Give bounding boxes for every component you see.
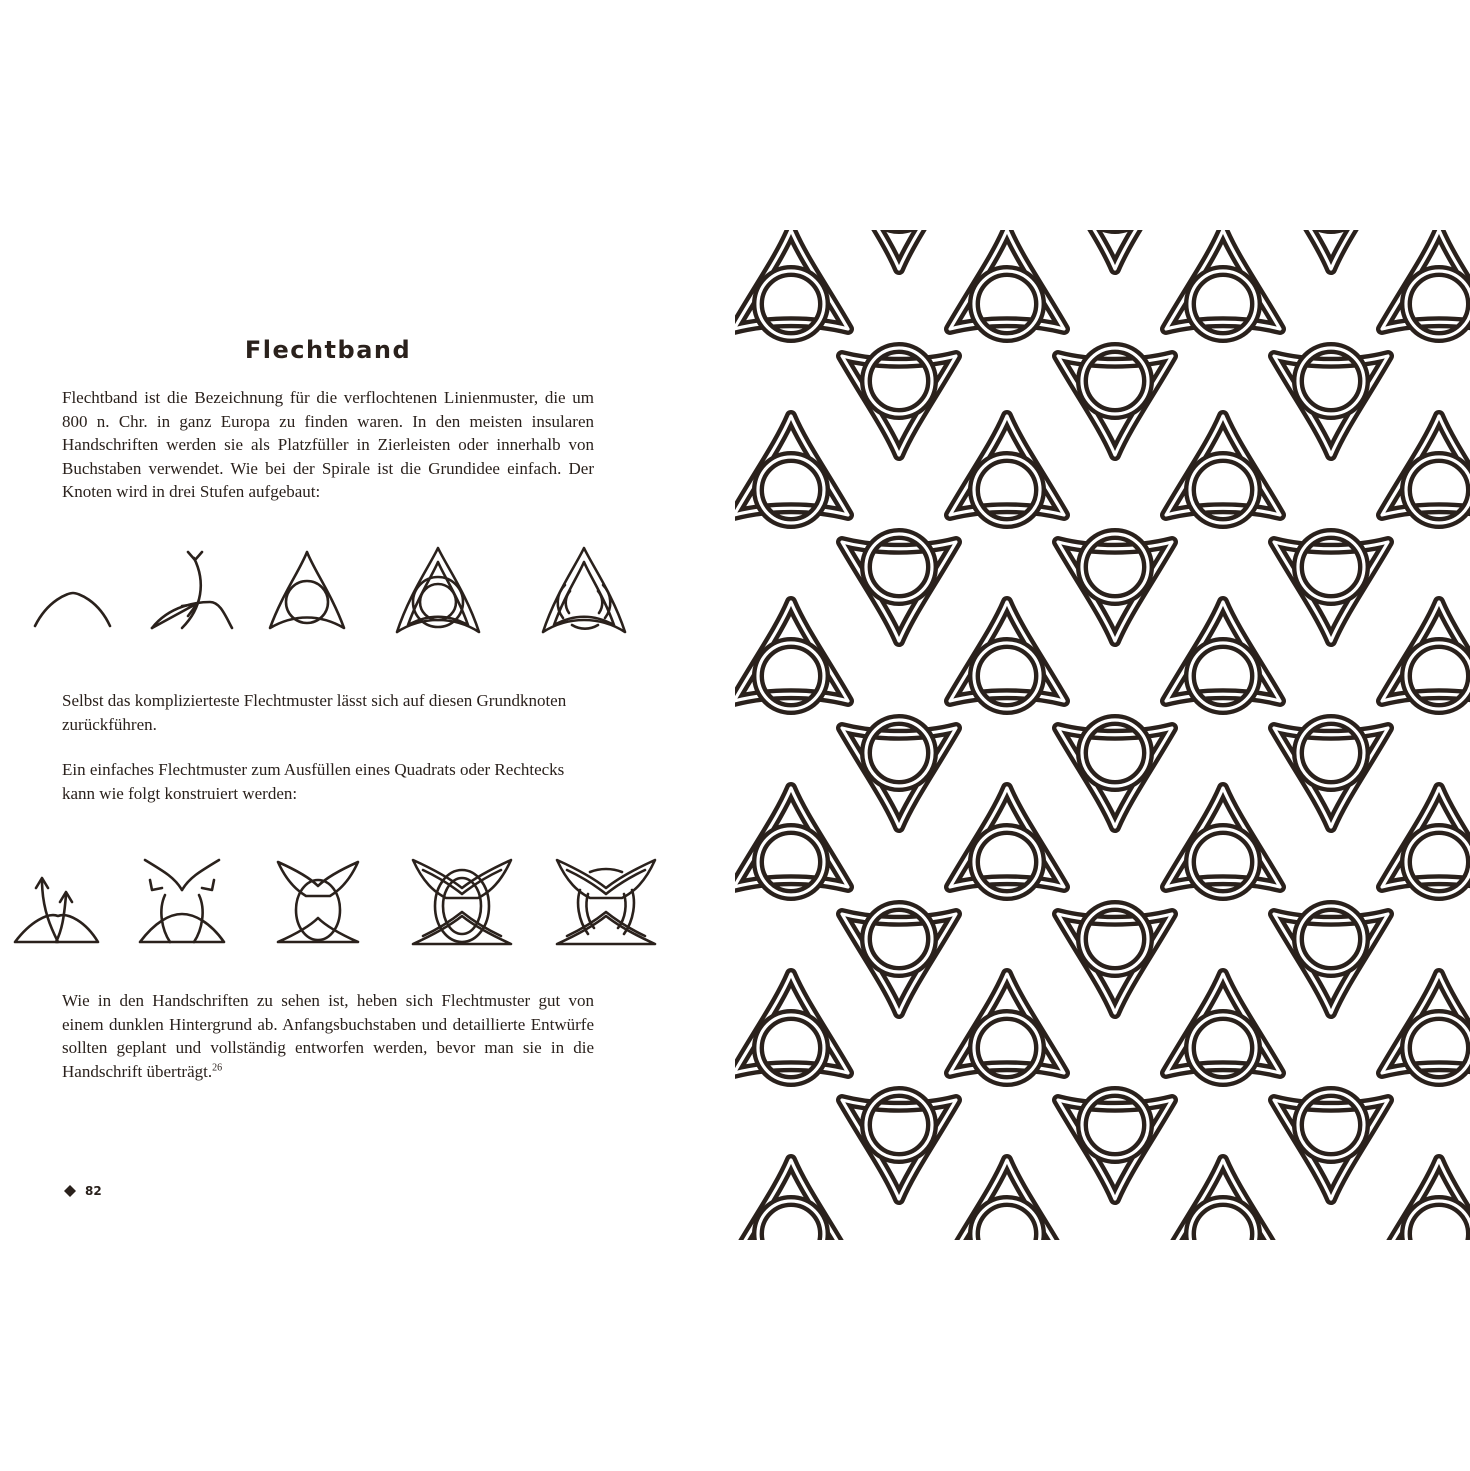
pattern-column-4: [1058, 230, 1172, 1199]
folio: [63, 1181, 102, 1201]
page-number: 82: [85, 1184, 102, 1198]
square-step-4: [413, 860, 511, 944]
knot-construction-diagram: [20, 540, 660, 650]
pattern-column-2: [842, 230, 956, 1199]
page-title: Flechtband: [244, 336, 412, 364]
closing-paragraph: [62, 989, 594, 1083]
knot-step-5: [543, 548, 625, 632]
square-knot-diagram: [0, 850, 680, 960]
pattern-column-6: [1274, 230, 1388, 1199]
right-page: [735, 0, 1470, 1471]
knot-step-4: [397, 548, 479, 632]
diamond-icon: [63, 1184, 77, 1198]
square-step-1: [15, 878, 98, 942]
intro-paragraph: Flechtband ist die Bezeichnung für die verflochtenen Linienmuster, die um 800 n. Chr. in ganz Europa zu finden waren. In den meisten insularen Handschriften werden sie als Platzfüller in Zierleisten oder innerhalb von Buchstaben verwendet. Wie bei der Spirale ist die Grundidee einfach. Der Knoten wird in drei Stufen aufgebaut:: [62, 388, 594, 501]
footnote-marker: 26: [212, 1061, 223, 1073]
square-step-3: [278, 862, 358, 942]
square-step-5: [557, 860, 655, 944]
pattern-column-5: [1166, 230, 1280, 1240]
square-pattern-paragraph: Ein einfaches Flechtmuster zum Ausfüllen eines Quadrats oder Rechtecks kann wie folgt konstruiert werden:: [62, 760, 565, 803]
closing-text: Wie in den Handschriften zu sehen ist, heben sich Flechtmuster gut von einem dunklen Hintergrund ab. Anfangsbuchstaben und detaillierte Entwürfe sollten geplant und vollständig entworfen werden, bevor man sie in die Handschrift überträgt.: [62, 991, 594, 1081]
basic-knot-paragraph: Selbst das komplizierteste Flechtmuster lässt sich auf diesen Grundknoten zurückführen.: [62, 691, 567, 734]
square-step-2: [140, 860, 224, 942]
knot-step-3: [270, 552, 344, 628]
pattern-column-3: [950, 230, 1064, 1240]
pattern-column-7: [1382, 230, 1470, 1240]
pattern-tiles: [735, 230, 1470, 1240]
knot-step-2: [152, 552, 232, 628]
pattern-column-1: [735, 230, 848, 1240]
triquetra-interlace-pattern: [735, 230, 1470, 1240]
knot-step-1: [35, 593, 110, 626]
